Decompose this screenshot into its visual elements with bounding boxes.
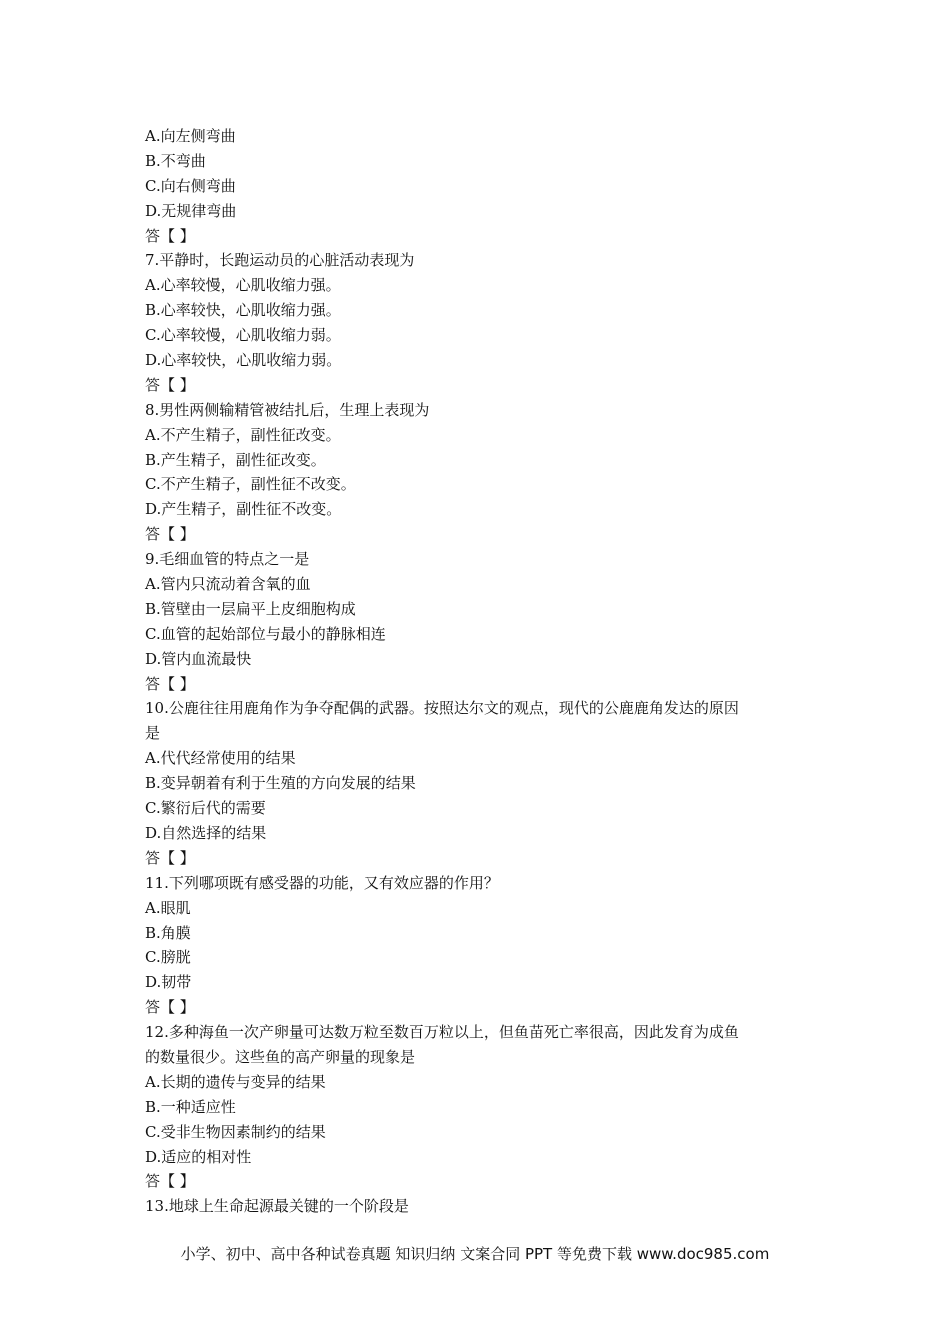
- text-line: C.向右侧弯曲: [145, 176, 236, 195]
- text-line: D.产生精子，副性征不改变。: [145, 500, 342, 519]
- text-line: 的数量很少。这些鱼的高产卵量的现象是: [145, 1047, 416, 1066]
- text-line: D.心率较快，心肌收缩力弱。: [145, 351, 342, 370]
- text-line: D.韧带: [145, 973, 192, 992]
- text-line: B.角膜: [145, 923, 191, 942]
- text-line: A.心率较慢，心肌收缩力强。: [145, 276, 341, 295]
- question-8: 8.男性两侧输精管被结扎后，生理上表现为: [145, 400, 430, 419]
- question-13: 13.地球上生命起源最关键的一个阶段是: [145, 1197, 409, 1216]
- page-footer: 小学、初中、高中各种试卷真题 知识归纳 文案合同 PPT 等免费下载 www.doc985.com: [180, 1245, 770, 1263]
- text-line: C.心率较慢，心肌收缩力弱。: [145, 326, 341, 345]
- text-line: A.长期的遗传与变异的结果: [145, 1072, 326, 1091]
- text-line: B.产生精子，副性征改变。: [145, 450, 326, 469]
- text-line: C.血管的起始部位与最小的静脉相连: [145, 624, 386, 643]
- text-line: A.管内只流动着含氧的血: [145, 575, 311, 594]
- text-line: A.不产生精子，副性征改变。: [145, 425, 341, 444]
- text-line: A.眼肌: [145, 898, 191, 917]
- text-line: C.受非生物因素制约的结果: [145, 1122, 326, 1141]
- question-12: 12.多种海鱼一次产卵量可达数万粒至数百万粒以上，但鱼苗死亡率很高，因此发育为成鱼: [145, 1023, 739, 1042]
- text-line: 是: [145, 724, 161, 743]
- question-7: 7.平静时，长跑运动员的心脏活动表现为: [145, 251, 415, 270]
- answer-bracket: 答【 】: [145, 525, 195, 544]
- text-line: B.变异朝着有利于生殖的方向发展的结果: [145, 774, 416, 793]
- text-line: D.管内血流最快: [145, 649, 252, 668]
- text-line: B.心率较快，心肌收缩力强。: [145, 301, 341, 320]
- answer-bracket: 答【 】: [145, 1172, 195, 1191]
- exam-page-body: [145, 124, 815, 1219]
- text-line: B.一种适应性: [145, 1097, 236, 1116]
- text-line: D.适应的相对性: [145, 1147, 252, 1166]
- answer-bracket: 答【 】: [145, 998, 195, 1017]
- text-line: A.代代经常使用的结果: [145, 749, 296, 768]
- text-line: C.繁衍后代的需要: [145, 799, 266, 818]
- text-line: C.膀胱: [145, 948, 191, 967]
- text-line: C.不产生精子，副性征不改变。: [145, 475, 356, 494]
- text-line: D.无规律弯曲: [145, 201, 237, 220]
- answer-bracket: 答【 】: [145, 848, 195, 867]
- text-line: B.不弯曲: [145, 151, 206, 170]
- answer-bracket: 答【 】: [145, 674, 195, 693]
- text-line: A.向左侧弯曲: [145, 127, 236, 145]
- text-line: D.自然选择的结果: [145, 823, 267, 842]
- question-9: 9.毛细血管的特点之一是: [145, 550, 310, 569]
- text-line: B.管壁由一层扁平上皮细胞构成: [145, 599, 356, 618]
- question-11: 11.下列哪项既有感受器的功能，又有效应器的作用？: [145, 873, 499, 892]
- answer-bracket: 答【 】: [145, 375, 195, 394]
- answer-bracket: 答【 】: [145, 226, 195, 245]
- question-10: 10.公鹿往往用鹿角作为争夺配偶的武器。按照达尔文的观点，现代的公鹿鹿角发达的原因: [145, 699, 739, 718]
